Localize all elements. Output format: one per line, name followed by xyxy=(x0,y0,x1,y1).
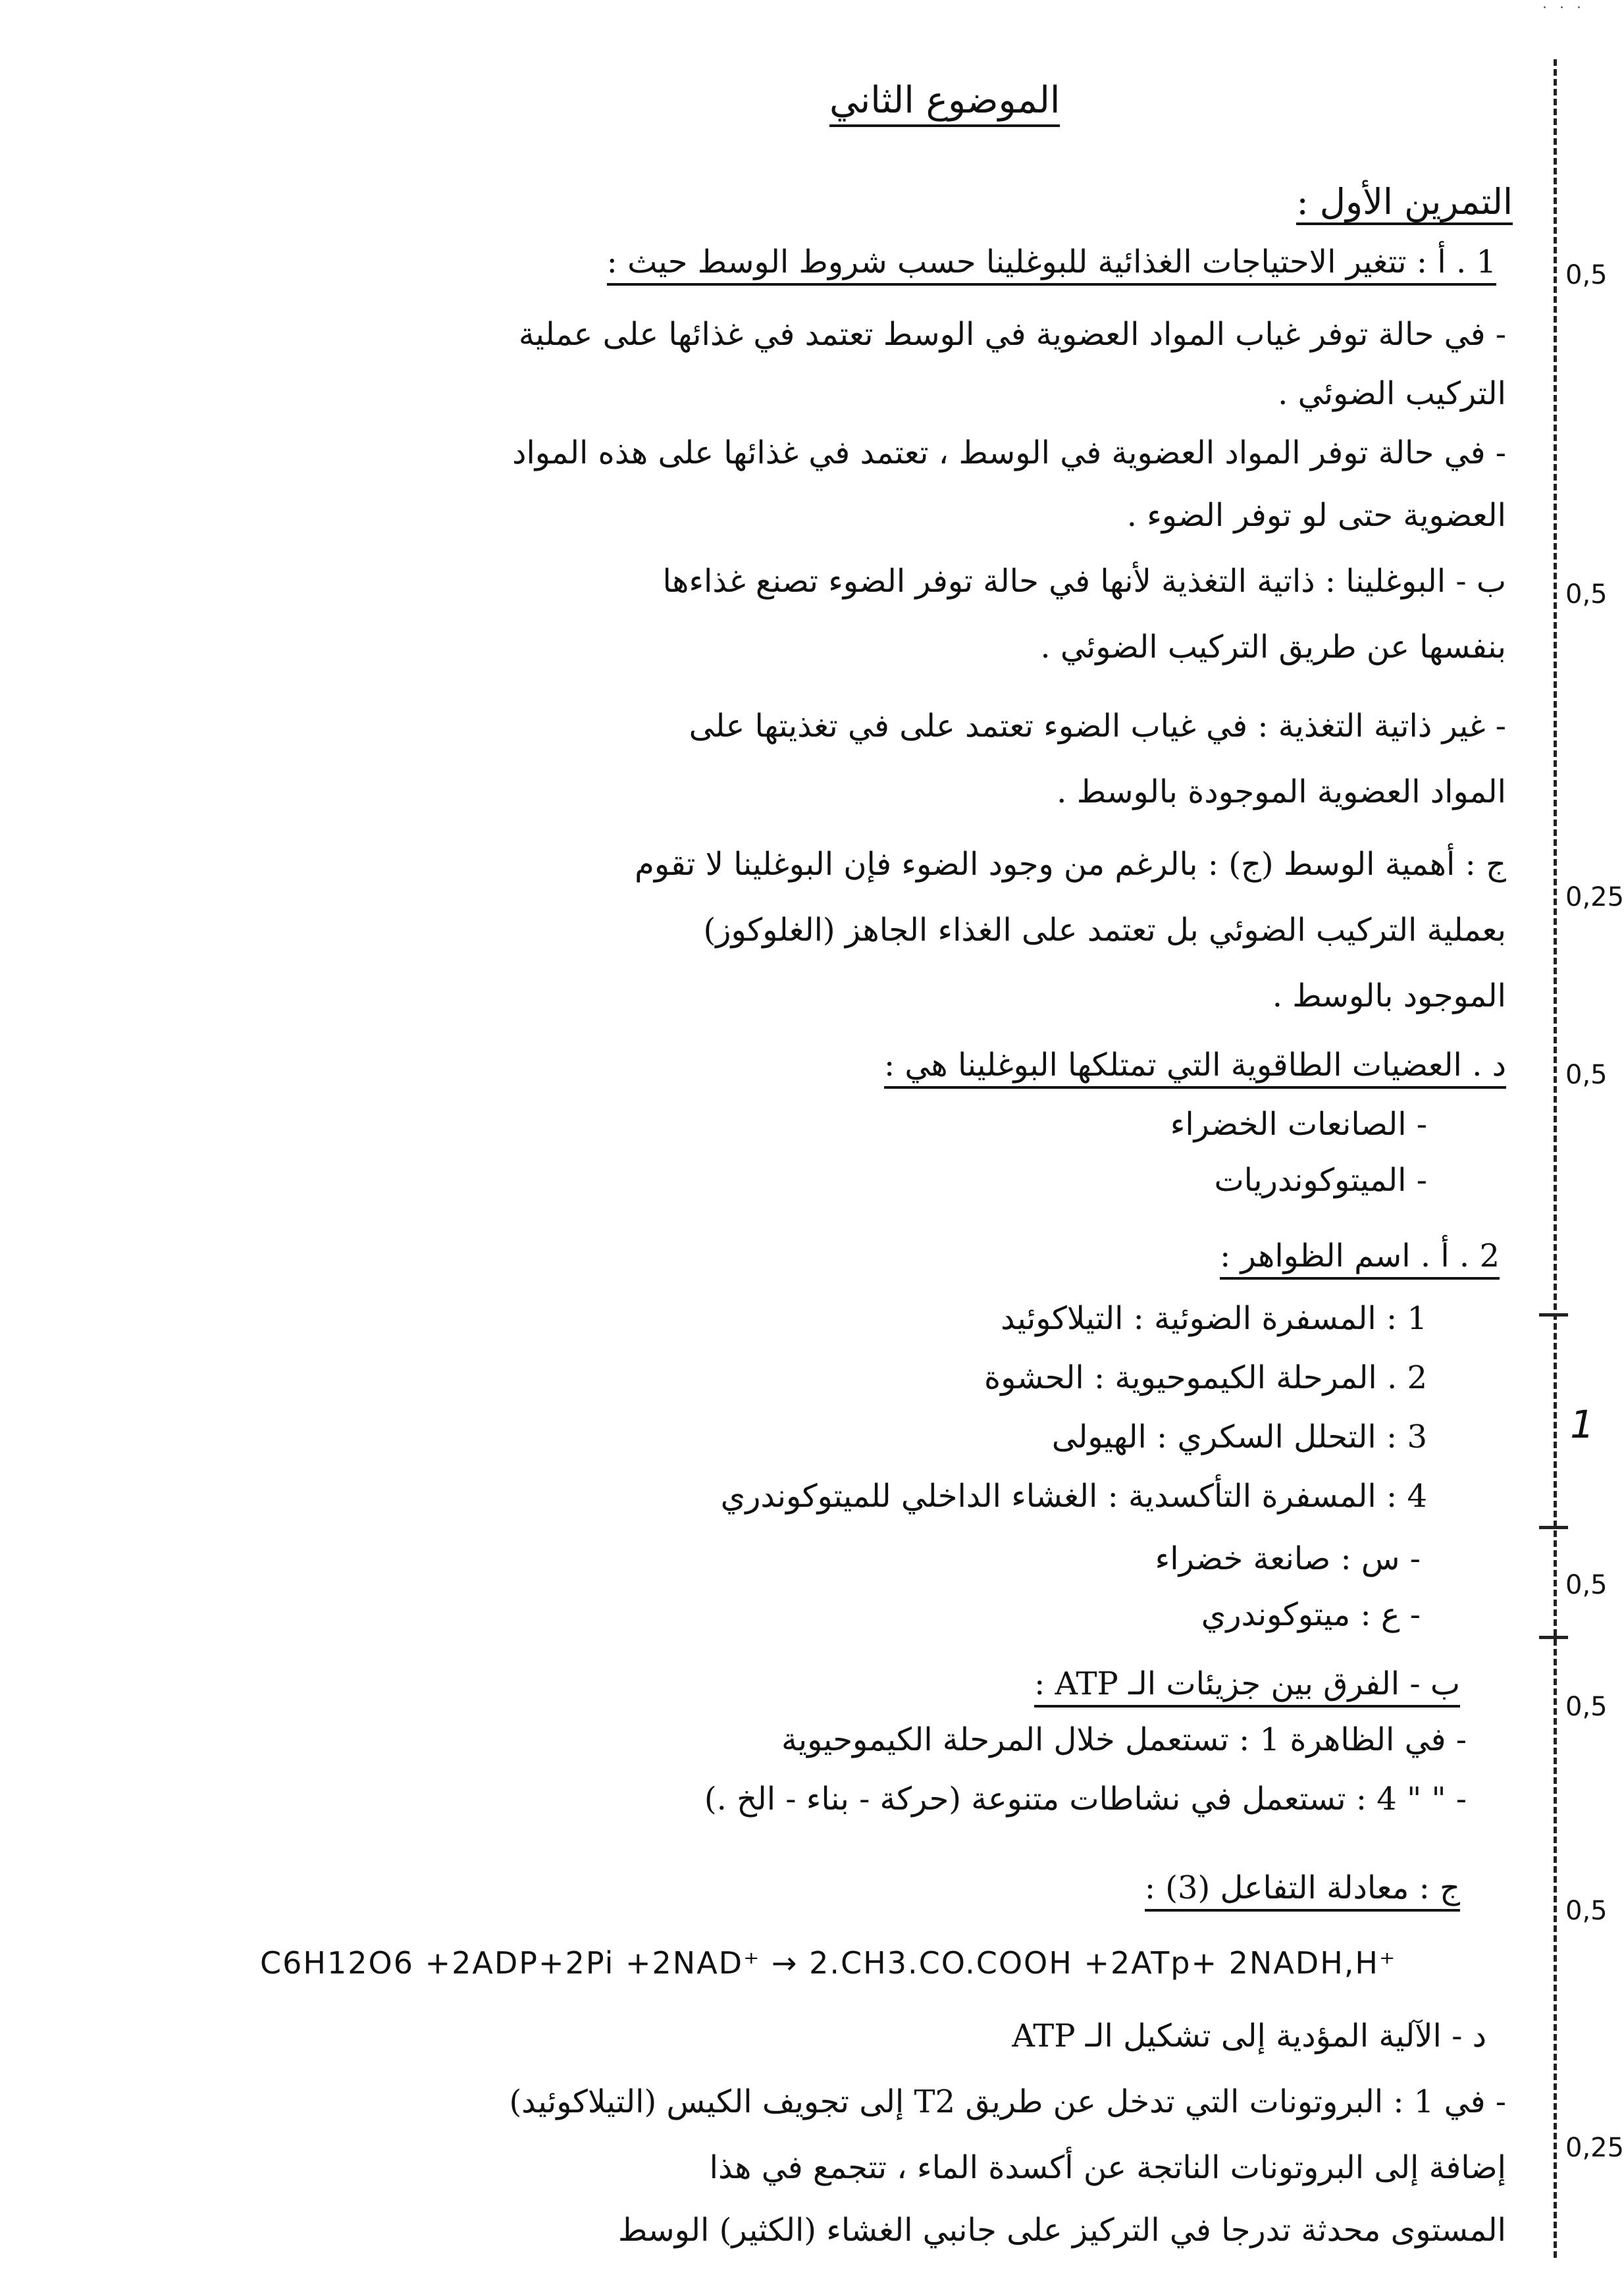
answer-line: د - الآلية المؤدية إلى تشكيل الـ ATP xyxy=(1012,2018,1486,2054)
answer-line: - الصانعات الخضراء xyxy=(1170,1106,1427,1143)
answer-line: - في الظاهرة 1 : تستعمل خلال المرحلة الكيموحيوية xyxy=(781,1721,1467,1758)
answer-line: 1 : المسفرة الضوئية : التيلاكوئيد xyxy=(1001,1300,1427,1337)
answer-line: 2 . أ . اسم الظواهر : xyxy=(1220,1238,1500,1280)
answer-line: - ع : ميتوكوندري xyxy=(1201,1596,1421,1633)
answer-line: ج : معادلة التفاعل (3) : xyxy=(1145,1869,1460,1912)
answer-line: - " " 4 : تستعمل في نشاطات متنوعة (حركة - بناء - الخ .) xyxy=(704,1781,1467,1817)
answer-line: د . العضيات الطاقوية التي تمتلكها البوغلينا هي : xyxy=(884,1047,1506,1089)
answer-line: بنفسها عن طريق التركيب الضوئي . xyxy=(1040,629,1506,666)
answer-line: 1 . أ : تتغير الاحتياجات الغذائية للبوغلينا حسب شروط الوسط حيث : xyxy=(607,244,1496,286)
answer-line: المستوى محدثة تدرجا في التركيز على جانبي الغشاء (الكثير) الوسط xyxy=(617,2212,1506,2249)
answer-line: - غير ذاتية التغذية : في غياب الضوء تعتمد على في تغذيتها على xyxy=(689,708,1506,744)
chemical-equation: C6H12O6 +2ADP+2Pi +2NAD⁺ → 2.CH3.CO.COOH +2ATp+ 2NADH,H⁺ xyxy=(260,1945,1397,1981)
answer-line: بعملية التركيب الضوئي بل تعتمد على الغذاء الجاهز (الغلوكوز) xyxy=(703,912,1506,949)
score-mark: 0,5 xyxy=(1565,1060,1608,1090)
score-mark: 0,5 xyxy=(1565,1896,1608,1926)
answer-line: - في 1 : البروتونات التي تدخل عن طريق T2 إلى تجويف الكيس (التيلاكوئيد) xyxy=(509,2083,1506,2120)
answer-line: ج : أهمية الوسط (ج) : بالرغم من وجود الضوء فإن البوغلينا لا تقوم xyxy=(635,846,1506,883)
answer-line: المواد العضوية الموجودة بالوسط . xyxy=(1057,773,1506,810)
margin-tick xyxy=(1539,1313,1568,1317)
answer-line: العضوية حتى لو توفر الضوء . xyxy=(1126,497,1506,534)
score-mark: 0,5 xyxy=(1565,1570,1608,1600)
score-mark: 0,5 xyxy=(1565,1692,1608,1722)
page-title: الموضوع الثاني xyxy=(829,79,1060,127)
answer-line: - س : صانعة خضراء xyxy=(1155,1540,1421,1577)
answer-line: - في حالة توفر المواد العضوية في الوسط ، تعتمد في غذائها على هذه المواد xyxy=(512,434,1506,471)
answer-line: 2 . المرحلة الكيموحيوية : الحشوة xyxy=(983,1359,1427,1396)
score-mark: 0,25 xyxy=(1565,2133,1624,2163)
exercise-heading: التمرين الأول : xyxy=(1296,181,1513,225)
score-mark: 0,5 xyxy=(1565,260,1608,290)
answer-line: - الميتوكوندريات xyxy=(1214,1162,1427,1199)
answer-line: التركيب الضوئي . xyxy=(1278,375,1506,412)
margin-tick xyxy=(1539,1636,1568,1639)
grading-margin-rule xyxy=(1554,59,1557,2258)
answer-line: الموجود بالوسط . xyxy=(1272,978,1506,1014)
answer-line: 4 : المسفرة التأكسدية : الغشاء الداخلي للميتوكوندري xyxy=(720,1478,1427,1515)
scan-artifact: · · · xyxy=(1542,0,1585,16)
answer-line: ب - البوغلينا : ذاتية التغذية لأنها في حالة توفر الضوء تصنع غذاءها xyxy=(662,563,1506,600)
score-mark: 0,5 xyxy=(1565,579,1608,610)
score-mark: 0,25 xyxy=(1565,882,1624,912)
answer-line: - في حالة توفر غياب المواد العضوية في الوسط تعتمد في غذائها على عملية xyxy=(518,316,1506,353)
score-mark: 1 xyxy=(1570,1402,1594,1447)
answer-line: 3 : التحلل السكري : الهيولى xyxy=(1051,1419,1427,1455)
margin-tick xyxy=(1539,1526,1568,1529)
answer-line: إضافة إلى البروتونات الناتجة عن أكسدة الماء ، تتجمع في هذا xyxy=(709,2149,1506,2186)
answer-line: ب - الفرق بين جزيئات الـ ATP : xyxy=(1034,1665,1460,1708)
